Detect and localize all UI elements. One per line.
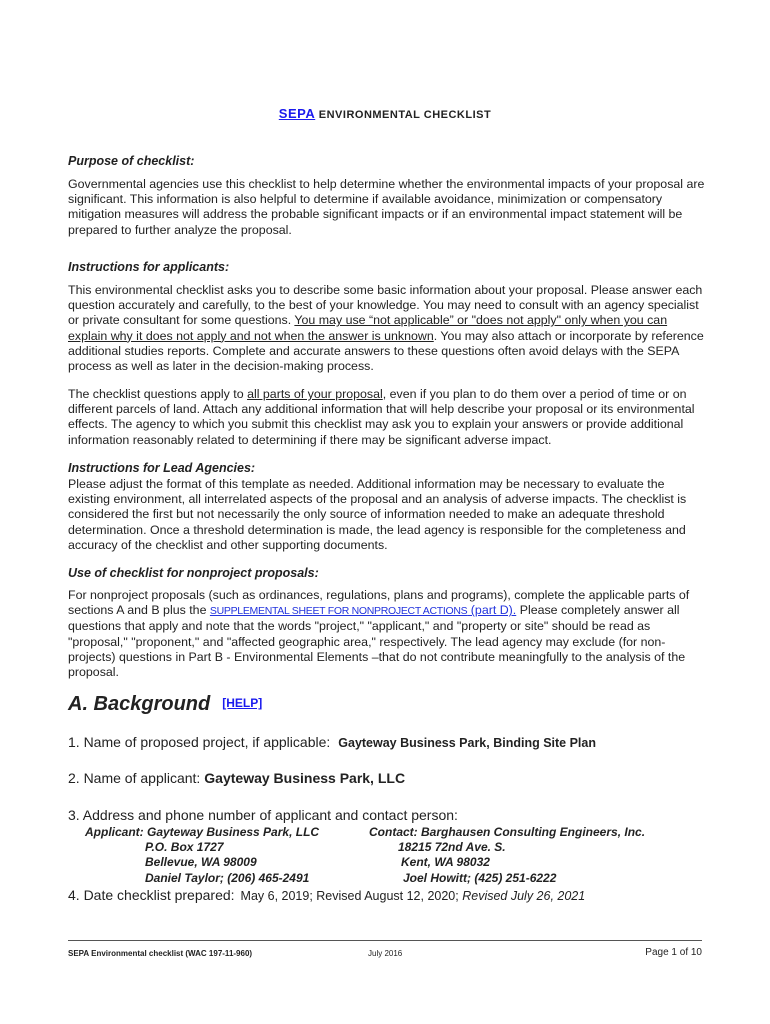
question-1 bbox=[68, 734, 596, 750]
contact-address bbox=[369, 825, 645, 886]
title-text: ENVIRONMENTAL CHECKLIST bbox=[315, 109, 492, 121]
line: P.O. Box 1727 bbox=[145, 840, 224, 855]
lead-text: Please adjust the format of this template as needed. Additional information may be necessary to evaluate the existing environment, all interrelated aspects of the proposal and an analysis of adverse impacts. The checklist is considered the first but not necessarily the only source of information needed to make an adequate threshold determination. Once a threshold determination is made, the lead agency is responsible for the completeness and accuracy of the checklist and other supporting documents. bbox=[68, 477, 687, 552]
label: 2. Name of applicant: bbox=[68, 770, 201, 786]
answer: Gayteway Business Park, LLC bbox=[204, 770, 406, 786]
line: 18215 72nd Ave. S. bbox=[398, 840, 506, 855]
text: For nonproject proposals (such as ordinances, regulations, plans and programs), complete the applicable parts of sections A and B plus the bbox=[68, 588, 690, 618]
nonproject-heading: Use of checklist for nonproject proposals: bbox=[68, 566, 319, 580]
answer: Gayteway Business Park, Binding Site Plan bbox=[338, 736, 596, 750]
applicant-address bbox=[85, 825, 319, 886]
underlined-text: You may use “not applicable” or "does not apply" only when you can explain why it does not apply and not when the answer is unknown bbox=[68, 313, 668, 343]
footer-left: SEPA Environmental checklist (WAC 197-11-960) bbox=[68, 949, 253, 958]
question-4 bbox=[68, 887, 585, 903]
background-heading bbox=[68, 693, 262, 716]
text: , even if you plan to do them over a period of time or on different parcels of land. Attach any additional information that will help describe your proposal or its environmental effects. The agency to which you submit this checklist may ask you to explain your answers or provide additional information reasonably related to determining if there may be significant adverse impact. bbox=[68, 387, 695, 447]
line: Joel Howitt; (425) 251-6222 bbox=[403, 870, 557, 885]
line: Kent, WA 98032 bbox=[401, 855, 490, 870]
line: Daniel Taylor; (206) 465-2491 bbox=[145, 870, 310, 885]
question-2 bbox=[68, 770, 405, 786]
underlined-text: all parts of your proposal bbox=[247, 387, 383, 401]
footer-date: July 2016 bbox=[368, 949, 403, 958]
line: Contact: Barghausen Consulting Engineers, Inc. bbox=[369, 825, 646, 839]
label: 4. Date checklist prepared: bbox=[68, 887, 235, 903]
text: . You may also attach or incorporate by reference additional studies reports. Complete and accurate answers to these questions often avoid delays with the SEPA process as well as later in the decision-making process. bbox=[68, 328, 704, 374]
text: The checklist questions apply to bbox=[68, 387, 248, 401]
part-d-link[interactable]: (part D). bbox=[467, 603, 517, 618]
line: Applicant: Gayteway Business Park, LLC bbox=[85, 825, 320, 839]
answer-revised: Revised July 26, 2021 bbox=[462, 889, 586, 903]
supplemental-sheet-link[interactable]: SUPPLEMENTAL SHEET FOR NONPROJECT ACTIONS bbox=[209, 605, 468, 618]
purpose-text: Governmental agencies use this checklist to help determine whether the environmental impacts of your proposal are significant. This information is also helpful to determine if available avoidance, minimization or compensatory mitigation measures will address the probable significant impacts or if an environmental impact statement will be prepared to further analyze the proposal. bbox=[68, 177, 705, 237]
applicants-paragraph-1 bbox=[68, 283, 708, 374]
label: 1. Name of proposed project, if applicable: bbox=[68, 734, 331, 750]
applicants-heading: Instructions for applicants: bbox=[68, 260, 230, 274]
answer: May 6, 2019; Revised August 12, 2020; bbox=[240, 889, 463, 903]
document-title bbox=[0, 106, 770, 121]
heading-text: A. Background bbox=[68, 693, 211, 715]
page-number: Page 1 of 10 bbox=[645, 947, 702, 958]
footer-divider bbox=[68, 940, 702, 941]
applicants-paragraph-2 bbox=[68, 387, 708, 448]
line: Bellevue, WA 98009 bbox=[145, 855, 257, 870]
purpose-heading: Purpose of checklist: bbox=[68, 154, 195, 168]
text: Please completely answer all questions that apply and note that the words "project," "applicant," and "property or site" should be read as "proposal," "proponent," and "affected geographic area," respectively. The lead agency may exclude (for non-projects) questions in Part B - Environmental Elements –that do not contribute meaningfully to the analysis of the proposal. bbox=[68, 603, 686, 680]
lead-heading: Instructions for Lead Agencies: bbox=[68, 461, 256, 475]
nonproject-text bbox=[68, 588, 708, 680]
sepa-link[interactable]: SEPA bbox=[278, 106, 316, 121]
help-link[interactable]: [HELP] bbox=[222, 696, 263, 710]
text: This environmental checklist asks you to describe some basic information about your proposal. Please answer each question accurately and carefully, to the best of your knowledge. You may need to consult with an agency specialist or private consultant for some questions. bbox=[68, 283, 703, 328]
question-3: 3. Address and phone number of applicant and contact person: bbox=[68, 807, 458, 823]
